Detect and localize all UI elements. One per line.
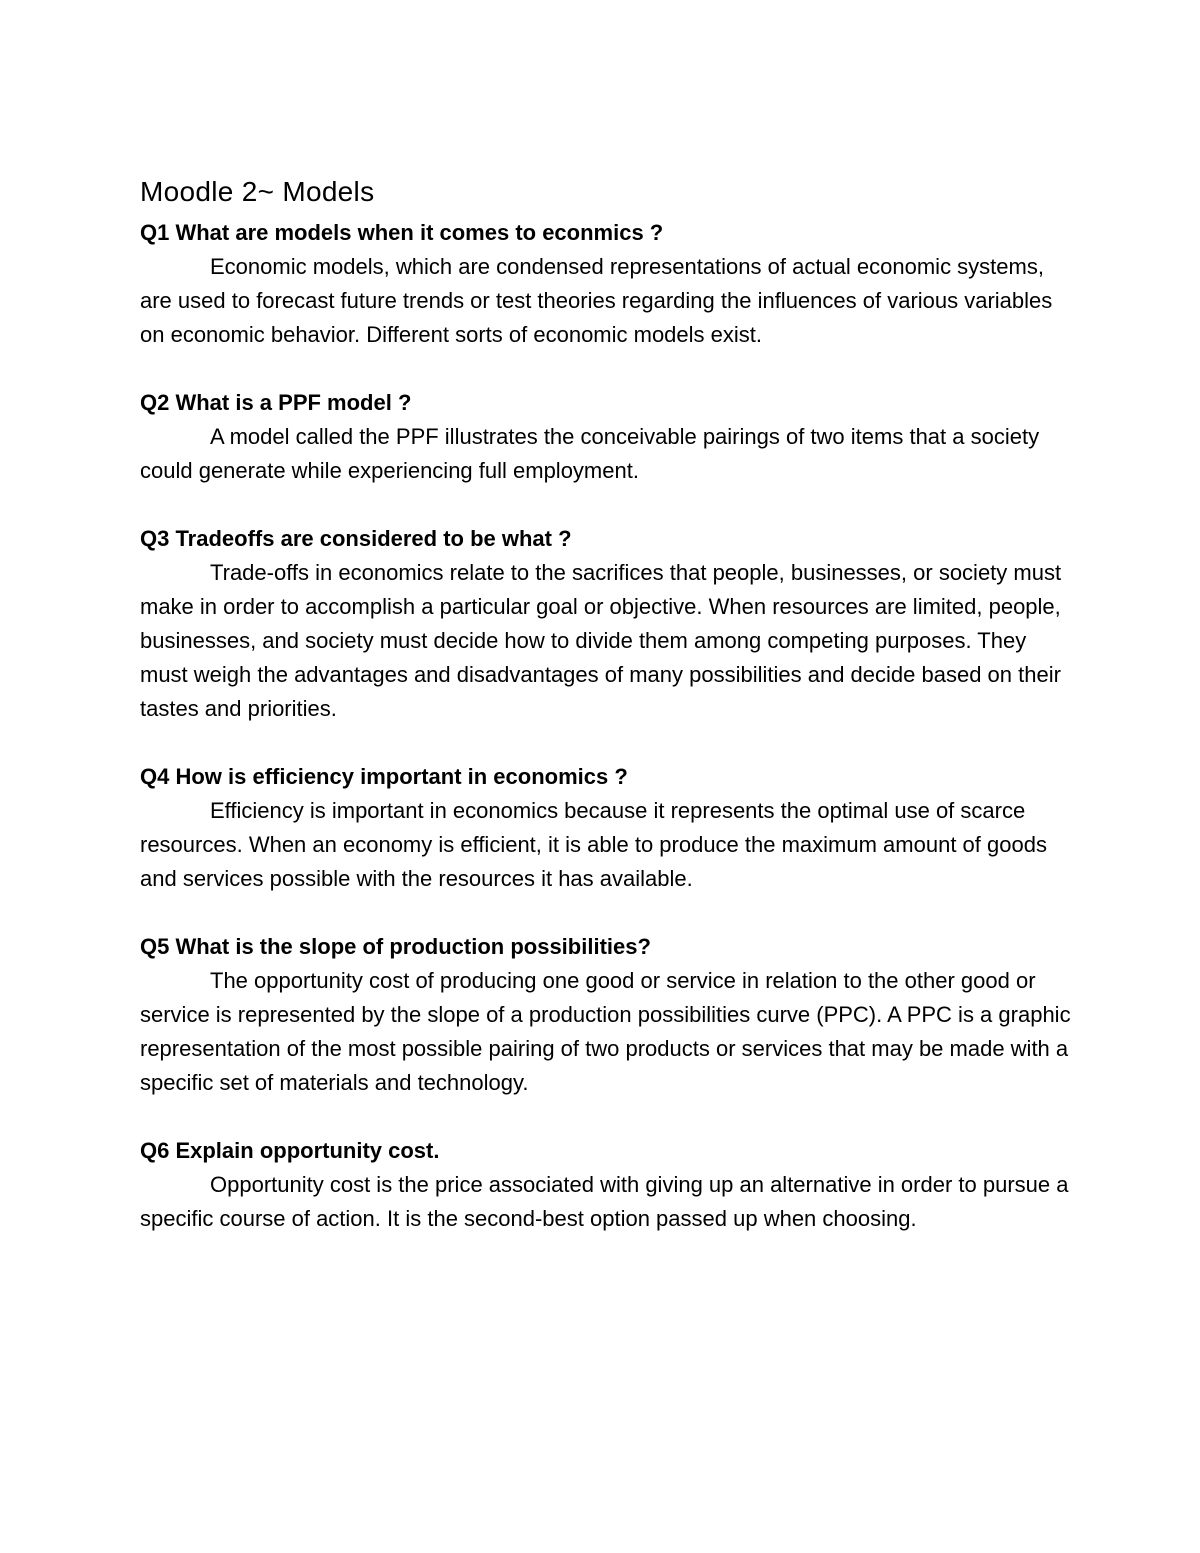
qa-item-2: [140, 386, 1075, 488]
qa-item-4: [140, 760, 1075, 896]
qa-item-1: [140, 216, 1075, 352]
question-4: Q4 How is efficiency important in economics ?: [140, 764, 628, 789]
qa-item-3: [140, 522, 1075, 726]
qa-item-6: [140, 1134, 1075, 1236]
answer-1: Economic models, which are condensed representations of actual economic systems, are used to forecast future trends or test theories regarding the influences of various variables on economic behavior. Different sorts of economic models exist.: [140, 254, 1053, 347]
answer-5: The opportunity cost of producing one good or service in relation to the other good or service is represented by the slope of a production possibilities curve (PPC). A PPC is a graphic representation of the most possible pairing of two products or services that may be made with a specific set of materials and technology.: [140, 968, 1071, 1095]
document-page: [140, 174, 1075, 1236]
question-5: Q5 What is the slope of production possibilities?: [140, 934, 651, 959]
answer-4: Efficiency is important in economics because it represents the optimal use of scarce resources. When an economy is efficient, it is able to produce the maximum amount of goods and services possible with the resources it has available.: [140, 798, 1047, 891]
question-1: Q1 What are models when it comes to econmics ?: [140, 220, 664, 245]
document-title: Moodle 2~ Models: [140, 176, 375, 207]
question-3: Q3 Tradeoffs are considered to be what ?: [140, 526, 572, 551]
question-2: Q2 What is a PPF model ?: [140, 390, 412, 415]
question-6: Q6 Explain opportunity cost.: [140, 1138, 440, 1163]
answer-2: A model called the PPF illustrates the conceivable pairings of two items that a society could generate while experiencing full employment.: [140, 424, 1040, 483]
answer-6: Opportunity cost is the price associated with giving up an alternative in order to pursue a specific course of action. It is the second-best option passed up when choosing.: [140, 1172, 1069, 1231]
qa-item-5: [140, 930, 1075, 1100]
answer-3: Trade-offs in economics relate to the sacrifices that people, businesses, or society must make in order to accomplish a particular goal or objective. When resources are limited, people, businesses, and society must decide how to divide them among competing purposes. They must weigh the advantages and disadvantages of many possibilities and decide based on their tastes and priorities.: [140, 560, 1062, 721]
